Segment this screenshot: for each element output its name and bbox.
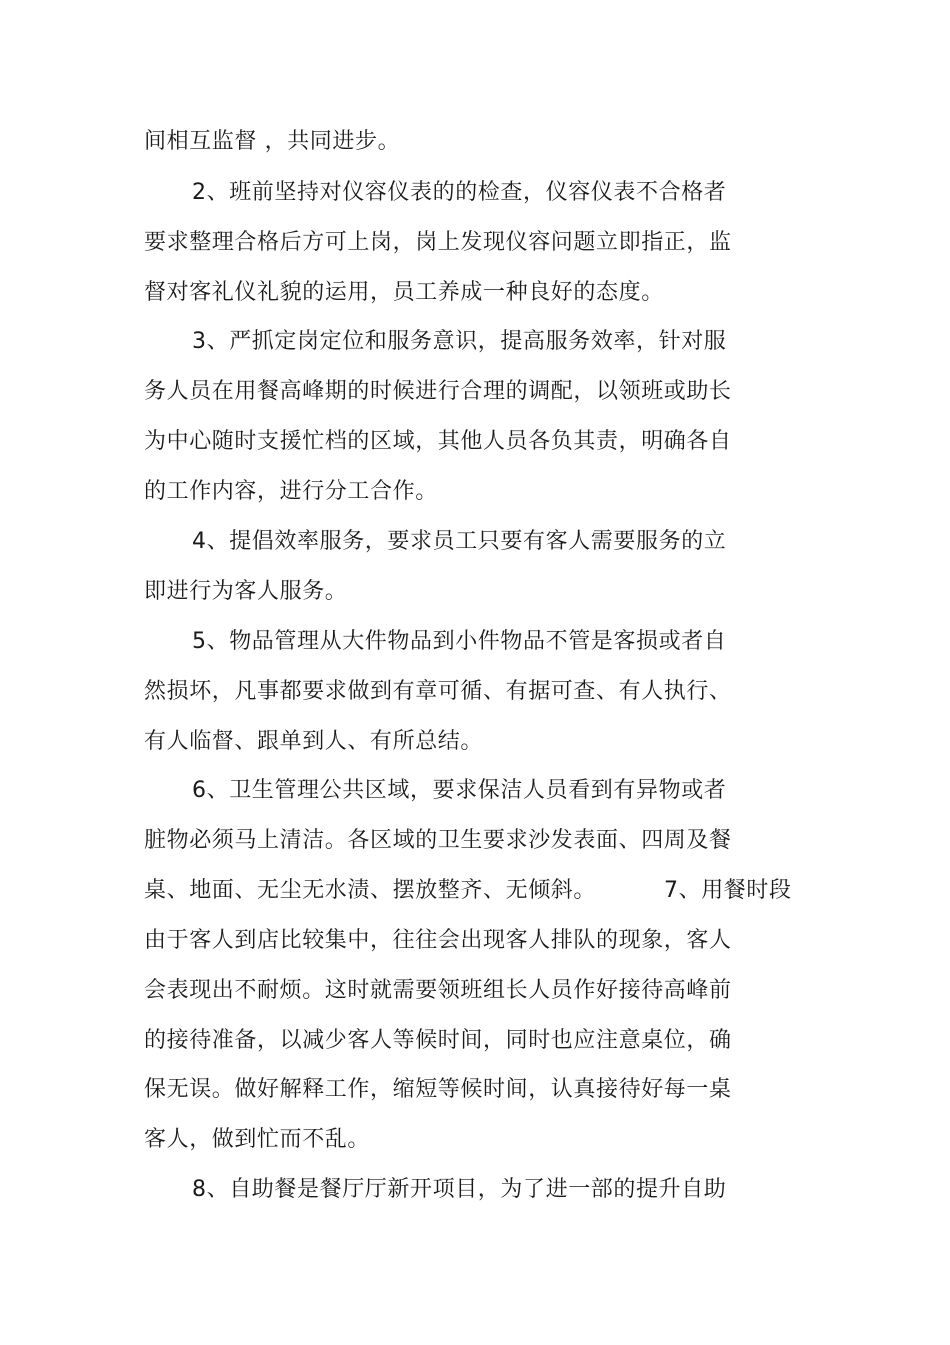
paragraph-6-line-1: 6、卫生管理公共区域，要求保洁人员看到有异物或者: [192, 778, 727, 803]
paragraph-2-line-3: 督对客礼仪礼貌的运用，员工养成一种良好的态度。: [144, 280, 664, 305]
paragraph-6-line-2: 脏物必须马上清洁。各区域的卫生要求沙发表面、四周及餐: [144, 828, 732, 853]
paragraph-8-line-1: 8、自助餐是餐厅厅新开项目，为了进一部的提升自助: [192, 1177, 727, 1202]
paragraph-4-line-2: 即进行为客人服务。: [144, 579, 348, 604]
paragraph-7-line-3: 会表现出不耐烦。这时就需要领班组长人员作好接待高峰前: [144, 978, 732, 1003]
paragraph-7-line-1: 7、用餐时段: [664, 878, 792, 903]
paragraph-4-line-1: 4、提倡效率服务，要求员工只要有客人需要服务的立: [192, 529, 727, 554]
paragraph-3-line-4: 的工作内容，进行分工合作。: [144, 479, 438, 504]
paragraph-7-line-6: 客人，做到忙而不乱。: [144, 1127, 371, 1152]
paragraph-7-line-2: 由于客人到店比较集中，往往会出现客人排队的现象，客人: [144, 928, 732, 953]
paragraph-6-line-3: 桌、地面、无尘无水渍、摆放整齐、无倾斜。: [144, 878, 597, 903]
paragraph-5-line-3: 有人临督、跟单到人、有所总结。: [144, 729, 484, 754]
paragraph-7-line-4: 的接待准备，以减少客人等候时间，同时也应注意桌位，确: [144, 1028, 732, 1053]
paragraph-2-line-2: 要求整理合格后方可上岗，岗上发现仪容问题立即指正，监: [144, 230, 732, 255]
text-line: 间相互监督 ，共同进步。: [144, 129, 401, 154]
paragraph-3-line-2: 务人员在用餐高峰期的时候进行合理的调配，以领班或助长: [144, 379, 732, 404]
paragraph-3-line-1: 3、严抓定岗定位和服务意识，提高服务效率，针对服: [192, 329, 727, 354]
paragraph-3-line-3: 为中心随时支援忙档的区域，其他人员各负其责，明确各自: [144, 429, 732, 454]
paragraph-5-line-2: 然损坏，凡事都要求做到有章可循、有据可查、有人执行、: [144, 679, 732, 704]
paragraph-2-line-1: 2、班前坚持对仪容仪表的的检查，仪容仪表不合格者: [192, 180, 727, 205]
paragraph-7-line-5: 保无误。做好解释工作，缩短等候时间，认真接待好每一桌: [144, 1077, 732, 1102]
paragraph-5-line-1: 5、物品管理从大件物品到小件物品不管是客损或者自: [192, 629, 727, 654]
